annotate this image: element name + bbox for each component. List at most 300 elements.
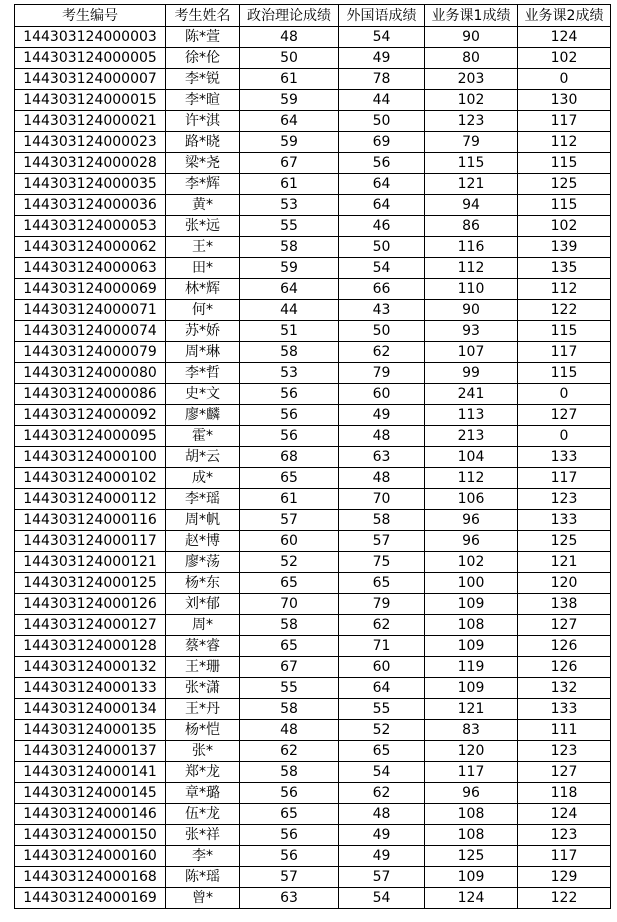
header-row xyxy=(15,5,611,27)
foreign-language-score-cell: 49 xyxy=(339,846,425,867)
politics-score-cell: 58 xyxy=(240,699,339,720)
candidate-name-cell: 张*远 xyxy=(166,216,240,237)
foreign-language-score-cell: 57 xyxy=(339,867,425,888)
subject1-score-cell: 115 xyxy=(425,153,518,174)
candidate-name-cell: 黄* xyxy=(166,195,240,216)
foreign-language-score-cell: 57 xyxy=(339,531,425,552)
politics-score-cell: 51 xyxy=(240,321,339,342)
foreign-language-score-cell: 75 xyxy=(339,552,425,573)
subject1-score-cell: 102 xyxy=(425,552,518,573)
foreign-language-score-cell: 62 xyxy=(339,783,425,804)
subject2-score-cell: 127 xyxy=(518,615,611,636)
candidate-name-cell: 郑*龙 xyxy=(166,762,240,783)
subject1-score-cell: 109 xyxy=(425,636,518,657)
candidate-name-cell: 田* xyxy=(166,258,240,279)
foreign-language-score-cell: 52 xyxy=(339,720,425,741)
candidate-id-cell: 144303124000125 xyxy=(15,573,166,594)
subject2-score-cell: 117 xyxy=(518,111,611,132)
candidate-id-cell: 144303124000007 xyxy=(15,69,166,90)
candidate-id-cell: 144303124000112 xyxy=(15,489,166,510)
subject1-score-cell: 113 xyxy=(425,405,518,426)
politics-score-cell: 56 xyxy=(240,846,339,867)
table-row xyxy=(15,783,611,804)
subject2-score-cell: 102 xyxy=(518,216,611,237)
table-row xyxy=(15,804,611,825)
politics-score-cell: 64 xyxy=(240,279,339,300)
foreign-language-score-cell: 54 xyxy=(339,27,425,48)
candidate-id-cell: 144303124000117 xyxy=(15,531,166,552)
politics-score-cell: 58 xyxy=(240,762,339,783)
table-row xyxy=(15,888,611,909)
table-row xyxy=(15,489,611,510)
candidate-id-cell: 144303124000023 xyxy=(15,132,166,153)
foreign-language-score-cell: 60 xyxy=(339,384,425,405)
subject2-score-cell: 102 xyxy=(518,48,611,69)
subject1-score-cell: 90 xyxy=(425,27,518,48)
candidate-id-cell: 144303124000134 xyxy=(15,699,166,720)
subject2-score-cell: 115 xyxy=(518,153,611,174)
table-row xyxy=(15,741,611,762)
subject2-score-cell: 124 xyxy=(518,804,611,825)
subject2-score-cell: 0 xyxy=(518,426,611,447)
header-subject1-score: 业务课1成绩 xyxy=(425,5,518,27)
header-candidate-name: 考生姓名 xyxy=(166,5,240,27)
table-row xyxy=(15,615,611,636)
subject1-score-cell: 112 xyxy=(425,258,518,279)
candidate-name-cell: 王*珊 xyxy=(166,657,240,678)
foreign-language-score-cell: 46 xyxy=(339,216,425,237)
foreign-language-score-cell: 60 xyxy=(339,657,425,678)
table-row xyxy=(15,258,611,279)
subject1-score-cell: 110 xyxy=(425,279,518,300)
candidate-id-cell: 144303124000003 xyxy=(15,27,166,48)
candidate-id-cell: 144303124000021 xyxy=(15,111,166,132)
foreign-language-score-cell: 79 xyxy=(339,594,425,615)
table-row xyxy=(15,720,611,741)
subject2-score-cell: 126 xyxy=(518,657,611,678)
foreign-language-score-cell: 64 xyxy=(339,174,425,195)
subject1-score-cell: 99 xyxy=(425,363,518,384)
table-row xyxy=(15,426,611,447)
table-row xyxy=(15,762,611,783)
foreign-language-score-cell: 50 xyxy=(339,111,425,132)
subject1-score-cell: 124 xyxy=(425,888,518,909)
candidate-name-cell: 李*锐 xyxy=(166,69,240,90)
candidate-id-cell: 144303124000069 xyxy=(15,279,166,300)
candidate-name-cell: 许*淇 xyxy=(166,111,240,132)
candidate-id-cell: 144303124000063 xyxy=(15,258,166,279)
subject2-score-cell: 112 xyxy=(518,279,611,300)
foreign-language-score-cell: 58 xyxy=(339,510,425,531)
politics-score-cell: 56 xyxy=(240,825,339,846)
politics-score-cell: 56 xyxy=(240,783,339,804)
table-row xyxy=(15,657,611,678)
subject1-score-cell: 107 xyxy=(425,342,518,363)
table-row xyxy=(15,531,611,552)
politics-score-cell: 61 xyxy=(240,69,339,90)
subject2-score-cell: 133 xyxy=(518,510,611,531)
subject2-score-cell: 115 xyxy=(518,363,611,384)
candidate-name-cell: 杨*东 xyxy=(166,573,240,594)
candidate-name-cell: 苏*娇 xyxy=(166,321,240,342)
politics-score-cell: 67 xyxy=(240,657,339,678)
politics-score-cell: 60 xyxy=(240,531,339,552)
subject2-score-cell: 0 xyxy=(518,384,611,405)
politics-score-cell: 53 xyxy=(240,195,339,216)
politics-score-cell: 50 xyxy=(240,48,339,69)
foreign-language-score-cell: 54 xyxy=(339,258,425,279)
politics-score-cell: 56 xyxy=(240,384,339,405)
table-row xyxy=(15,384,611,405)
foreign-language-score-cell: 44 xyxy=(339,90,425,111)
politics-score-cell: 65 xyxy=(240,636,339,657)
foreign-language-score-cell: 79 xyxy=(339,363,425,384)
table-body xyxy=(15,27,611,909)
subject1-score-cell: 94 xyxy=(425,195,518,216)
candidate-name-cell: 李*辉 xyxy=(166,174,240,195)
subject1-score-cell: 213 xyxy=(425,426,518,447)
foreign-language-score-cell: 56 xyxy=(339,153,425,174)
subject1-score-cell: 241 xyxy=(425,384,518,405)
subject1-score-cell: 104 xyxy=(425,447,518,468)
candidate-name-cell: 霍* xyxy=(166,426,240,447)
candidate-name-cell: 张*潇 xyxy=(166,678,240,699)
subject2-score-cell: 120 xyxy=(518,573,611,594)
subject1-score-cell: 123 xyxy=(425,111,518,132)
table-row xyxy=(15,48,611,69)
subject2-score-cell: 123 xyxy=(518,825,611,846)
table-row xyxy=(15,195,611,216)
candidate-name-cell: 路*晓 xyxy=(166,132,240,153)
header-candidate-id: 考生编号 xyxy=(15,5,166,27)
foreign-language-score-cell: 69 xyxy=(339,132,425,153)
table-row xyxy=(15,153,611,174)
politics-score-cell: 70 xyxy=(240,594,339,615)
foreign-language-score-cell: 49 xyxy=(339,405,425,426)
subject2-score-cell: 130 xyxy=(518,90,611,111)
subject1-score-cell: 109 xyxy=(425,678,518,699)
politics-score-cell: 56 xyxy=(240,405,339,426)
candidate-id-cell: 144303124000127 xyxy=(15,615,166,636)
foreign-language-score-cell: 50 xyxy=(339,237,425,258)
subject1-score-cell: 108 xyxy=(425,804,518,825)
subject2-score-cell: 117 xyxy=(518,342,611,363)
table-row xyxy=(15,27,611,48)
foreign-language-score-cell: 50 xyxy=(339,321,425,342)
foreign-language-score-cell: 70 xyxy=(339,489,425,510)
candidate-name-cell: 陈*萱 xyxy=(166,27,240,48)
candidate-name-cell: 李*暄 xyxy=(166,90,240,111)
subject1-score-cell: 102 xyxy=(425,90,518,111)
politics-score-cell: 58 xyxy=(240,237,339,258)
subject1-score-cell: 96 xyxy=(425,531,518,552)
subject2-score-cell: 121 xyxy=(518,552,611,573)
subject2-score-cell: 115 xyxy=(518,321,611,342)
candidate-id-cell: 144303124000160 xyxy=(15,846,166,867)
table-row xyxy=(15,468,611,489)
subject1-score-cell: 90 xyxy=(425,300,518,321)
politics-score-cell: 52 xyxy=(240,552,339,573)
candidate-id-cell: 144303124000146 xyxy=(15,804,166,825)
politics-score-cell: 44 xyxy=(240,300,339,321)
subject1-score-cell: 106 xyxy=(425,489,518,510)
subject1-score-cell: 203 xyxy=(425,69,518,90)
subject2-score-cell: 132 xyxy=(518,678,611,699)
politics-score-cell: 48 xyxy=(240,720,339,741)
subject2-score-cell: 127 xyxy=(518,405,611,426)
candidate-id-cell: 144303124000137 xyxy=(15,741,166,762)
foreign-language-score-cell: 48 xyxy=(339,468,425,489)
subject2-score-cell: 122 xyxy=(518,888,611,909)
candidate-name-cell: 何* xyxy=(166,300,240,321)
subject1-score-cell: 121 xyxy=(425,699,518,720)
subject2-score-cell: 117 xyxy=(518,468,611,489)
foreign-language-score-cell: 43 xyxy=(339,300,425,321)
candidate-id-cell: 144303124000141 xyxy=(15,762,166,783)
foreign-language-score-cell: 78 xyxy=(339,69,425,90)
candidate-id-cell: 144303124000169 xyxy=(15,888,166,909)
candidate-id-cell: 144303124000053 xyxy=(15,216,166,237)
subject1-score-cell: 117 xyxy=(425,762,518,783)
subject1-score-cell: 100 xyxy=(425,573,518,594)
foreign-language-score-cell: 49 xyxy=(339,825,425,846)
subject1-score-cell: 79 xyxy=(425,132,518,153)
subject2-score-cell: 125 xyxy=(518,531,611,552)
subject1-score-cell: 83 xyxy=(425,720,518,741)
candidate-name-cell: 陈*瑶 xyxy=(166,867,240,888)
candidate-id-cell: 144303124000102 xyxy=(15,468,166,489)
politics-score-cell: 48 xyxy=(240,27,339,48)
candidate-name-cell: 王* xyxy=(166,237,240,258)
candidate-id-cell: 144303124000126 xyxy=(15,594,166,615)
politics-score-cell: 67 xyxy=(240,153,339,174)
candidate-name-cell: 廖*荡 xyxy=(166,552,240,573)
subject1-score-cell: 109 xyxy=(425,594,518,615)
table-row xyxy=(15,342,611,363)
table-row xyxy=(15,132,611,153)
candidate-id-cell: 144303124000036 xyxy=(15,195,166,216)
table-row xyxy=(15,573,611,594)
candidate-name-cell: 成* xyxy=(166,468,240,489)
candidate-name-cell: 林*辉 xyxy=(166,279,240,300)
candidate-id-cell: 144303124000028 xyxy=(15,153,166,174)
table-row xyxy=(15,90,611,111)
table-row xyxy=(15,363,611,384)
subject2-score-cell: 122 xyxy=(518,300,611,321)
politics-score-cell: 68 xyxy=(240,447,339,468)
subject2-score-cell: 135 xyxy=(518,258,611,279)
candidate-name-cell: 曾* xyxy=(166,888,240,909)
politics-score-cell: 59 xyxy=(240,258,339,279)
foreign-language-score-cell: 65 xyxy=(339,573,425,594)
subject2-score-cell: 127 xyxy=(518,762,611,783)
table-row xyxy=(15,405,611,426)
candidate-name-cell: 杨*恺 xyxy=(166,720,240,741)
table-row xyxy=(15,825,611,846)
politics-score-cell: 57 xyxy=(240,867,339,888)
politics-score-cell: 58 xyxy=(240,615,339,636)
subject1-score-cell: 125 xyxy=(425,846,518,867)
politics-score-cell: 61 xyxy=(240,174,339,195)
candidate-name-cell: 梁*尧 xyxy=(166,153,240,174)
candidate-id-cell: 144303124000005 xyxy=(15,48,166,69)
subject1-score-cell: 119 xyxy=(425,657,518,678)
subject2-score-cell: 0 xyxy=(518,69,611,90)
candidate-name-cell: 伍*龙 xyxy=(166,804,240,825)
candidate-id-cell: 144303124000145 xyxy=(15,783,166,804)
politics-score-cell: 58 xyxy=(240,342,339,363)
candidate-id-cell: 144303124000086 xyxy=(15,384,166,405)
subject2-score-cell: 129 xyxy=(518,867,611,888)
subject1-score-cell: 121 xyxy=(425,174,518,195)
subject2-score-cell: 118 xyxy=(518,783,611,804)
politics-score-cell: 59 xyxy=(240,90,339,111)
table-row xyxy=(15,279,611,300)
subject2-score-cell: 112 xyxy=(518,132,611,153)
politics-score-cell: 64 xyxy=(240,111,339,132)
candidate-id-cell: 144303124000071 xyxy=(15,300,166,321)
candidate-id-cell: 144303124000132 xyxy=(15,657,166,678)
subject2-score-cell: 126 xyxy=(518,636,611,657)
subject2-score-cell: 139 xyxy=(518,237,611,258)
subject2-score-cell: 124 xyxy=(518,27,611,48)
candidate-id-cell: 144303124000100 xyxy=(15,447,166,468)
table-row xyxy=(15,636,611,657)
subject2-score-cell: 123 xyxy=(518,741,611,762)
candidate-name-cell: 廖*麟 xyxy=(166,405,240,426)
table-row xyxy=(15,867,611,888)
table-row xyxy=(15,678,611,699)
subject2-score-cell: 123 xyxy=(518,489,611,510)
candidate-id-cell: 144303124000116 xyxy=(15,510,166,531)
table-row xyxy=(15,510,611,531)
table-row xyxy=(15,237,611,258)
foreign-language-score-cell: 49 xyxy=(339,48,425,69)
candidate-id-cell: 144303124000062 xyxy=(15,237,166,258)
subject2-score-cell: 138 xyxy=(518,594,611,615)
subject1-score-cell: 96 xyxy=(425,783,518,804)
foreign-language-score-cell: 62 xyxy=(339,615,425,636)
candidate-name-cell: 李*瑶 xyxy=(166,489,240,510)
foreign-language-score-cell: 65 xyxy=(339,741,425,762)
candidate-name-cell: 赵*博 xyxy=(166,531,240,552)
foreign-language-score-cell: 64 xyxy=(339,195,425,216)
foreign-language-score-cell: 71 xyxy=(339,636,425,657)
candidate-id-cell: 144303124000074 xyxy=(15,321,166,342)
table-row xyxy=(15,699,611,720)
candidate-name-cell: 王*丹 xyxy=(166,699,240,720)
subject1-score-cell: 108 xyxy=(425,615,518,636)
table-row xyxy=(15,447,611,468)
candidate-id-cell: 144303124000080 xyxy=(15,363,166,384)
politics-score-cell: 65 xyxy=(240,804,339,825)
table-row xyxy=(15,69,611,90)
subject2-score-cell: 133 xyxy=(518,447,611,468)
candidate-id-cell: 144303124000035 xyxy=(15,174,166,195)
candidate-id-cell: 144303124000133 xyxy=(15,678,166,699)
politics-score-cell: 65 xyxy=(240,573,339,594)
table-header xyxy=(15,5,611,27)
table-row xyxy=(15,300,611,321)
politics-score-cell: 61 xyxy=(240,489,339,510)
foreign-language-score-cell: 63 xyxy=(339,447,425,468)
candidate-name-cell: 刘*郁 xyxy=(166,594,240,615)
candidate-id-cell: 144303124000128 xyxy=(15,636,166,657)
subject2-score-cell: 125 xyxy=(518,174,611,195)
subject2-score-cell: 133 xyxy=(518,699,611,720)
header-subject2-score: 业务课2成绩 xyxy=(518,5,611,27)
candidate-id-cell: 144303124000079 xyxy=(15,342,166,363)
politics-score-cell: 63 xyxy=(240,888,339,909)
candidate-name-cell: 周* xyxy=(166,615,240,636)
candidate-id-cell: 144303124000015 xyxy=(15,90,166,111)
candidate-id-cell: 144303124000092 xyxy=(15,405,166,426)
subject2-score-cell: 117 xyxy=(518,846,611,867)
foreign-language-score-cell: 66 xyxy=(339,279,425,300)
foreign-language-score-cell: 54 xyxy=(339,762,425,783)
table-row xyxy=(15,216,611,237)
candidate-name-cell: 史*文 xyxy=(166,384,240,405)
politics-score-cell: 56 xyxy=(240,426,339,447)
subject1-score-cell: 93 xyxy=(425,321,518,342)
table-row xyxy=(15,552,611,573)
subject1-score-cell: 108 xyxy=(425,825,518,846)
politics-score-cell: 62 xyxy=(240,741,339,762)
candidate-name-cell: 胡*云 xyxy=(166,447,240,468)
foreign-language-score-cell: 55 xyxy=(339,699,425,720)
candidate-name-cell: 章*璐 xyxy=(166,783,240,804)
subject1-score-cell: 80 xyxy=(425,48,518,69)
score-table xyxy=(14,4,611,909)
candidate-name-cell: 李*哲 xyxy=(166,363,240,384)
subject1-score-cell: 120 xyxy=(425,741,518,762)
candidate-id-cell: 144303124000150 xyxy=(15,825,166,846)
candidate-name-cell: 李* xyxy=(166,846,240,867)
header-politics-score: 政治理论成绩 xyxy=(240,5,339,27)
foreign-language-score-cell: 54 xyxy=(339,888,425,909)
politics-score-cell: 65 xyxy=(240,468,339,489)
table-row xyxy=(15,846,611,867)
politics-score-cell: 53 xyxy=(240,363,339,384)
table-row xyxy=(15,321,611,342)
subject1-score-cell: 96 xyxy=(425,510,518,531)
candidate-id-cell: 144303124000121 xyxy=(15,552,166,573)
subject1-score-cell: 109 xyxy=(425,867,518,888)
subject2-score-cell: 115 xyxy=(518,195,611,216)
subject1-score-cell: 86 xyxy=(425,216,518,237)
table-row xyxy=(15,174,611,195)
candidate-name-cell: 蔡*睿 xyxy=(166,636,240,657)
candidate-id-cell: 144303124000095 xyxy=(15,426,166,447)
politics-score-cell: 55 xyxy=(240,216,339,237)
subject2-score-cell: 111 xyxy=(518,720,611,741)
candidate-id-cell: 144303124000168 xyxy=(15,867,166,888)
politics-score-cell: 55 xyxy=(240,678,339,699)
table-row xyxy=(15,594,611,615)
header-foreign-language-score: 外国语成绩 xyxy=(339,5,425,27)
candidate-name-cell: 张*祥 xyxy=(166,825,240,846)
subject1-score-cell: 116 xyxy=(425,237,518,258)
candidate-id-cell: 144303124000135 xyxy=(15,720,166,741)
foreign-language-score-cell: 48 xyxy=(339,426,425,447)
candidate-name-cell: 周*琳 xyxy=(166,342,240,363)
score-sheet xyxy=(14,4,611,909)
candidate-name-cell: 徐*伦 xyxy=(166,48,240,69)
politics-score-cell: 57 xyxy=(240,510,339,531)
foreign-language-score-cell: 48 xyxy=(339,804,425,825)
foreign-language-score-cell: 62 xyxy=(339,342,425,363)
candidate-name-cell: 张* xyxy=(166,741,240,762)
